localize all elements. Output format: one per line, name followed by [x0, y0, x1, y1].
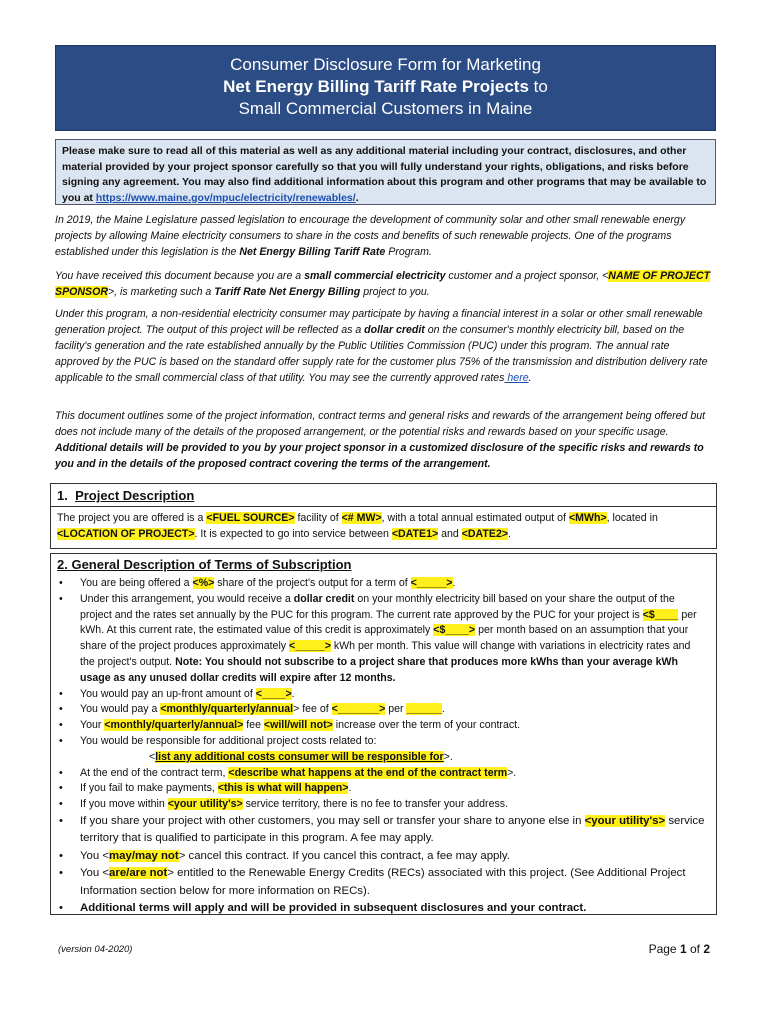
rates-here-link[interactable]: here	[504, 372, 529, 384]
list-item: • Under this arrangement, you would receive a dollar credit on your monthly electricity bill based on your share the output of the project and the rates set annually by the PUC for this program. The current rate approved by the PUC for your project is <$____ per kWh. At this current rate, the estimated value of this credit is approximately <$____> per month based on an assumption that your share of the project produces approximately <_____> kWh per month. This value will change with variations in electricity rates and the project's output. Note: You should not subscribe to a project share that produces more kWhs than your average kWh usage as any unused dollar credits will expire after 12 months.	[59, 592, 697, 684]
intro-paragraph-3: Under this program, a non-residential electricity consumer may participate by having a financial interest in a solar or other small renewable generation project. The output of this project will be reflected as a dollar credit on the consumer's monthly electricity bill, based on the facility's generation and the rate established annually by the Public Utilities Commission (PUC) under this program. The annual rate approved by the PUC is based on the standard offer supply rate for the customer plus 75% of the transmission and distribution delivery rate applicable to the small commercial class of that utility. You may see the currently approved rates here.	[55, 308, 708, 384]
list-item: • Your <monthly/quarterly/annual> fee <will/will not> increase over the term of your contract.	[59, 719, 521, 732]
list-item: • If you fail to make payments, <this is what will happen>.	[59, 782, 352, 795]
title-banner	[55, 45, 716, 131]
terms-list	[51, 576, 716, 918]
intro-paragraph-4: This document outlines some of the project information, contract terms and general risks and rewards of the arrangement being offered but does not include many of the details of the proposed arrangement, or the potential risks and rewards based on your specific usage. Additional details will be provided to you by your project sponsor in a customized disclosure of the specific risks and rewards to you and in the details of the proposed contract covering the terms of the arrangement.	[55, 410, 706, 470]
list-item: • If you move within <your utility's> service territory, there is no fee to transfer your address.	[59, 798, 509, 811]
section-2-heading: 2. General Description of Terms of Subscription	[57, 557, 352, 572]
notice-box: Please make sure to read all of this material as well as any additional material including your contract, disclosures, and other material provided by your project sponsor carefully so that you will fully understand your rights, obligations, and risks before signing any agreement. You may also find additional information about this program and other programs that may be available to you at https://www.maine.gov/mpuc/electricity/renewables/.	[55, 139, 716, 205]
title-line-1: Consumer Disclosure Form for Marketing	[230, 55, 541, 74]
list-item: • You would pay a <monthly/quarterly/annual> fee of <_______> per ______.	[59, 703, 445, 716]
intro-paragraph-1: In 2019, the Maine Legislature passed legislation to encourage the development of community solar and other small renewable energy projects by allowing Maine electricity consumers to share in the costs and benefits of such renewable projects. One of the programs established under this legislation is the Net Energy Billing Tariff Rate Program.	[55, 214, 686, 258]
list-item: • You <may/may not> cancel this contract. If you cancel this contract, a fee may apply.	[59, 849, 510, 862]
version-label: (version 04-2020)	[58, 944, 133, 955]
list-item-sub: <list any additional costs consumer will be responsible for>.	[149, 750, 453, 763]
list-item: • If you share your project with other customers, you may sell or transfer your share to anyone else in <your utility's> service territory that is qualified to participate in this program. A fee may apply.	[59, 814, 705, 845]
list-item: • At the end of the contract term, <describe what happens at the end of the contract term>.	[59, 766, 517, 779]
sponsor-placeholder: NAME OF PROJECT SPONSOR	[55, 270, 711, 298]
page-number: Page 1 of 2	[648, 942, 710, 956]
section-1-body: The project you are offered is a <FUEL SOURCE> facility of <# MW>, with a total annual estimated output of <MWh>, located in <LOCATION OF PROJECT>. It is expected to go into service between <DATE1> and <DATE2>.	[57, 512, 658, 540]
list-item: • You are being offered a <%> share of the project's output for a term of <_____>.	[59, 577, 456, 589]
intro-paragraph-2: You have received this document because you are a small commercial electricity customer and a project sponsor, <NAME OF PROJECT SPONSOR>, is marketing such a Tariff Rate Net Energy Billing project to you.	[55, 270, 711, 298]
title-line-3: Small Commercial Customers in Maine	[238, 99, 533, 118]
title-line-2: Net Energy Billing Tariff Rate Projects to	[223, 77, 548, 96]
list-item: • Additional terms will apply and will be provided in subsequent disclosures and your contract.	[59, 902, 587, 915]
renewables-link[interactable]: https://www.maine.gov/mpuc/electricity/renewables/	[95, 191, 356, 204]
section-project-description	[50, 483, 717, 549]
list-item: • You would pay an up-front amount of <____>.	[59, 687, 295, 700]
section-1-heading: 1. Project Description	[57, 488, 195, 503]
list-item: • You would be responsible for additional project costs related to:	[59, 734, 377, 747]
section-terms-of-subscription	[50, 553, 717, 915]
list-item: • You <are/are not> entitled to the Renewable Energy Credits (RECs) associated with this project. (See Additional Project Information section below for more information on RECs).	[59, 867, 686, 897]
